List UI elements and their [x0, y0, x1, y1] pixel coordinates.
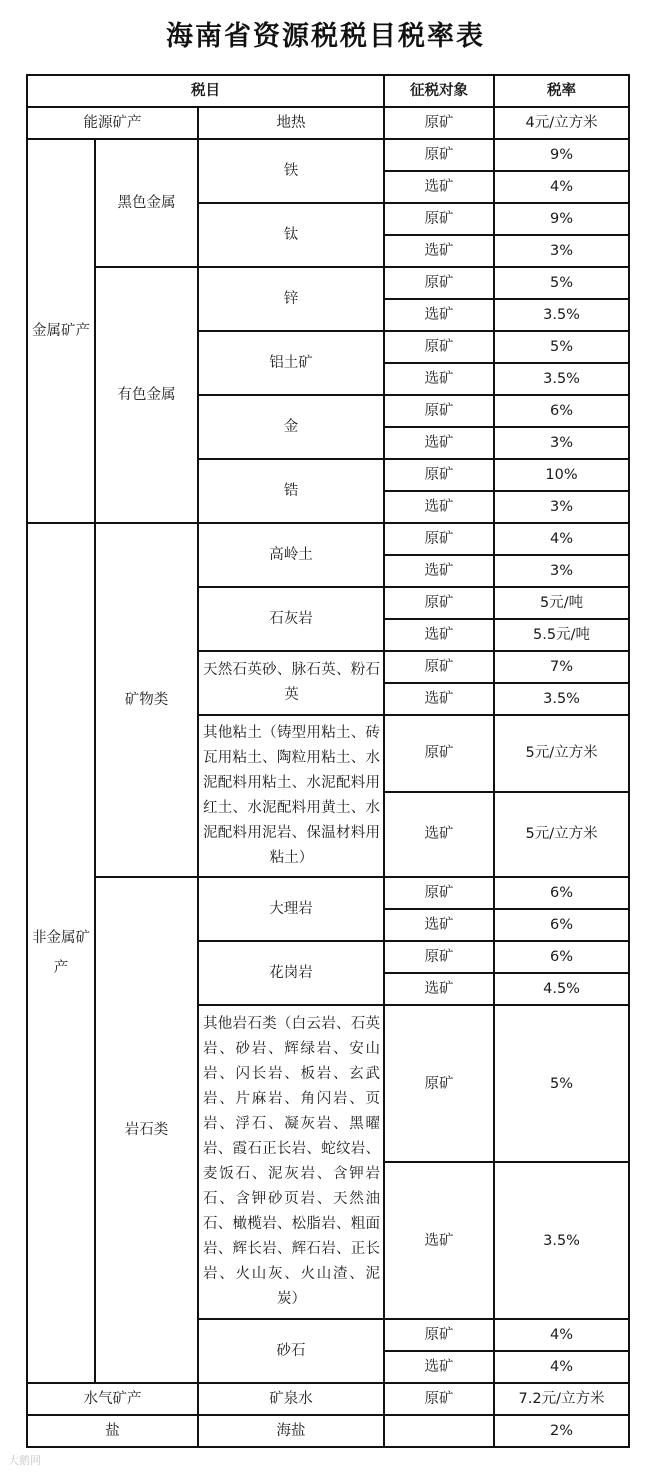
rate-cell: 5.5元/吨 — [494, 619, 629, 651]
object-cell: 选矿 — [384, 619, 494, 651]
table-row — [27, 1383, 629, 1415]
object-cell: 原矿 — [384, 523, 494, 555]
rate-cell: 3% — [494, 427, 629, 459]
tax-rate-table — [26, 74, 630, 1448]
rate-cell: 4% — [494, 1351, 629, 1383]
subcategory-cell: 矿物类 — [95, 523, 198, 877]
object-cell: 原矿 — [384, 395, 494, 427]
rate-cell: 4% — [494, 523, 629, 555]
rate-cell: 3% — [494, 491, 629, 523]
object-cell: 原矿 — [384, 1319, 494, 1351]
rate-cell: 4% — [494, 1319, 629, 1351]
rate-cell: 4% — [494, 171, 629, 203]
item-cell: 钛 — [198, 203, 384, 267]
item-cell: 地热 — [198, 107, 384, 139]
rate-cell: 6% — [494, 395, 629, 427]
object-cell: 选矿 — [384, 973, 494, 1005]
item-cell: 铁 — [198, 139, 384, 203]
table-row — [27, 523, 629, 555]
rate-cell: 7% — [494, 651, 629, 683]
item-cell: 矿泉水 — [198, 1383, 384, 1415]
item-cell: 其他岩石类（白云岩、石英岩、砂岩、辉绿岩、安山岩、闪长岩、板岩、玄武岩、片麻岩、角闪岩、页岩、浮石、凝灰岩、黑曜岩、霞石正长岩、蛇纹岩、麦饭石、泥灰岩、含钾岩石、含钾砂页岩、天然油石、橄榄岩、松脂岩、粗面岩、辉长岩、辉石岩、正长岩、火山灰、火山渣、泥炭） — [198, 1005, 384, 1319]
object-cell: 选矿 — [384, 1162, 494, 1319]
item-cell: 砂石 — [198, 1319, 384, 1383]
object-cell: 原矿 — [384, 877, 494, 909]
table-row — [27, 1415, 629, 1447]
rate-cell: 7.2元/立方米 — [494, 1383, 629, 1415]
table-row — [27, 877, 629, 909]
category-cell: 盐 — [27, 1415, 198, 1447]
page-title: 海南省资源税税目税率表 — [166, 21, 485, 52]
object-cell: 原矿 — [384, 203, 494, 235]
rate-cell: 6% — [494, 877, 629, 909]
rate-cell: 2% — [494, 1415, 629, 1447]
table-header-row — [27, 75, 629, 107]
category-cell: 非金属矿产 — [27, 523, 95, 1383]
object-cell: 选矿 — [384, 909, 494, 941]
rate-cell: 4.5% — [494, 973, 629, 1005]
object-cell: 原矿 — [384, 107, 494, 139]
object-cell: 原矿 — [384, 459, 494, 491]
rate-cell: 5% — [494, 331, 629, 363]
table-row — [27, 139, 629, 171]
object-cell: 选矿 — [384, 1351, 494, 1383]
rate-cell: 3.5% — [494, 1162, 629, 1319]
item-cell: 天然石英砂、脉石英、粉石英 — [198, 651, 384, 715]
object-cell: 原矿 — [384, 331, 494, 363]
rate-cell: 5% — [494, 267, 629, 299]
header-object: 征税对象 — [384, 75, 494, 107]
item-cell: 大理岩 — [198, 877, 384, 941]
rate-cell: 9% — [494, 139, 629, 171]
rate-cell: 5% — [494, 1005, 629, 1162]
object-cell: 选矿 — [384, 683, 494, 715]
rate-cell: 3.5% — [494, 299, 629, 331]
subcategory-cell: 岩石类 — [95, 877, 198, 1383]
object-cell: 原矿 — [384, 1383, 494, 1415]
rate-cell: 3.5% — [494, 683, 629, 715]
rate-cell: 4元/立方米 — [494, 107, 629, 139]
item-cell: 锆 — [198, 459, 384, 523]
rate-cell: 3% — [494, 555, 629, 587]
item-cell: 其他粘土（铸型用粘土、砖瓦用粘土、陶粒用粘土、水泥配料用粘土、水泥配料用红土、水泥配料用黄土、水泥配料用泥岩、保温材料用粘土） — [198, 715, 384, 877]
object-cell: 选矿 — [384, 171, 494, 203]
rate-cell: 5元/吨 — [494, 587, 629, 619]
object-cell — [384, 1415, 494, 1447]
object-cell: 原矿 — [384, 587, 494, 619]
watermark: 大鹅网 — [8, 1454, 41, 1467]
object-cell: 原矿 — [384, 1005, 494, 1162]
rate-cell: 3% — [494, 235, 629, 267]
subcategory-cell: 有色金属 — [95, 267, 198, 523]
item-cell: 锌 — [198, 267, 384, 331]
table-row — [27, 267, 629, 299]
rate-cell: 9% — [494, 203, 629, 235]
header-rate: 税率 — [494, 75, 629, 107]
category-cell: 水气矿产 — [27, 1383, 198, 1415]
item-cell: 金 — [198, 395, 384, 459]
object-cell: 选矿 — [384, 299, 494, 331]
object-cell: 选矿 — [384, 555, 494, 587]
object-cell: 原矿 — [384, 267, 494, 299]
object-cell: 选矿 — [384, 235, 494, 267]
header-item: 税目 — [27, 75, 384, 107]
object-cell: 原矿 — [384, 651, 494, 683]
rate-cell: 3.5% — [494, 363, 629, 395]
object-cell: 选矿 — [384, 792, 494, 877]
object-cell: 原矿 — [384, 139, 494, 171]
item-cell: 石灰岩 — [198, 587, 384, 651]
item-cell: 铝土矿 — [198, 331, 384, 395]
rate-cell: 5元/立方米 — [494, 715, 629, 792]
object-cell: 原矿 — [384, 941, 494, 973]
table-row — [27, 107, 629, 139]
category-cell: 能源矿产 — [27, 107, 198, 139]
item-cell: 海盐 — [198, 1415, 384, 1447]
object-cell: 选矿 — [384, 427, 494, 459]
rate-cell: 6% — [494, 909, 629, 941]
object-cell: 选矿 — [384, 363, 494, 395]
item-cell: 高岭土 — [198, 523, 384, 587]
object-cell: 选矿 — [384, 491, 494, 523]
rate-cell: 5元/立方米 — [494, 792, 629, 877]
subcategory-cell: 黑色金属 — [95, 139, 198, 267]
rate-cell: 10% — [494, 459, 629, 491]
rate-cell: 6% — [494, 941, 629, 973]
item-cell: 花岗岩 — [198, 941, 384, 1005]
object-cell: 原矿 — [384, 715, 494, 792]
category-cell: 金属矿产 — [27, 139, 95, 523]
